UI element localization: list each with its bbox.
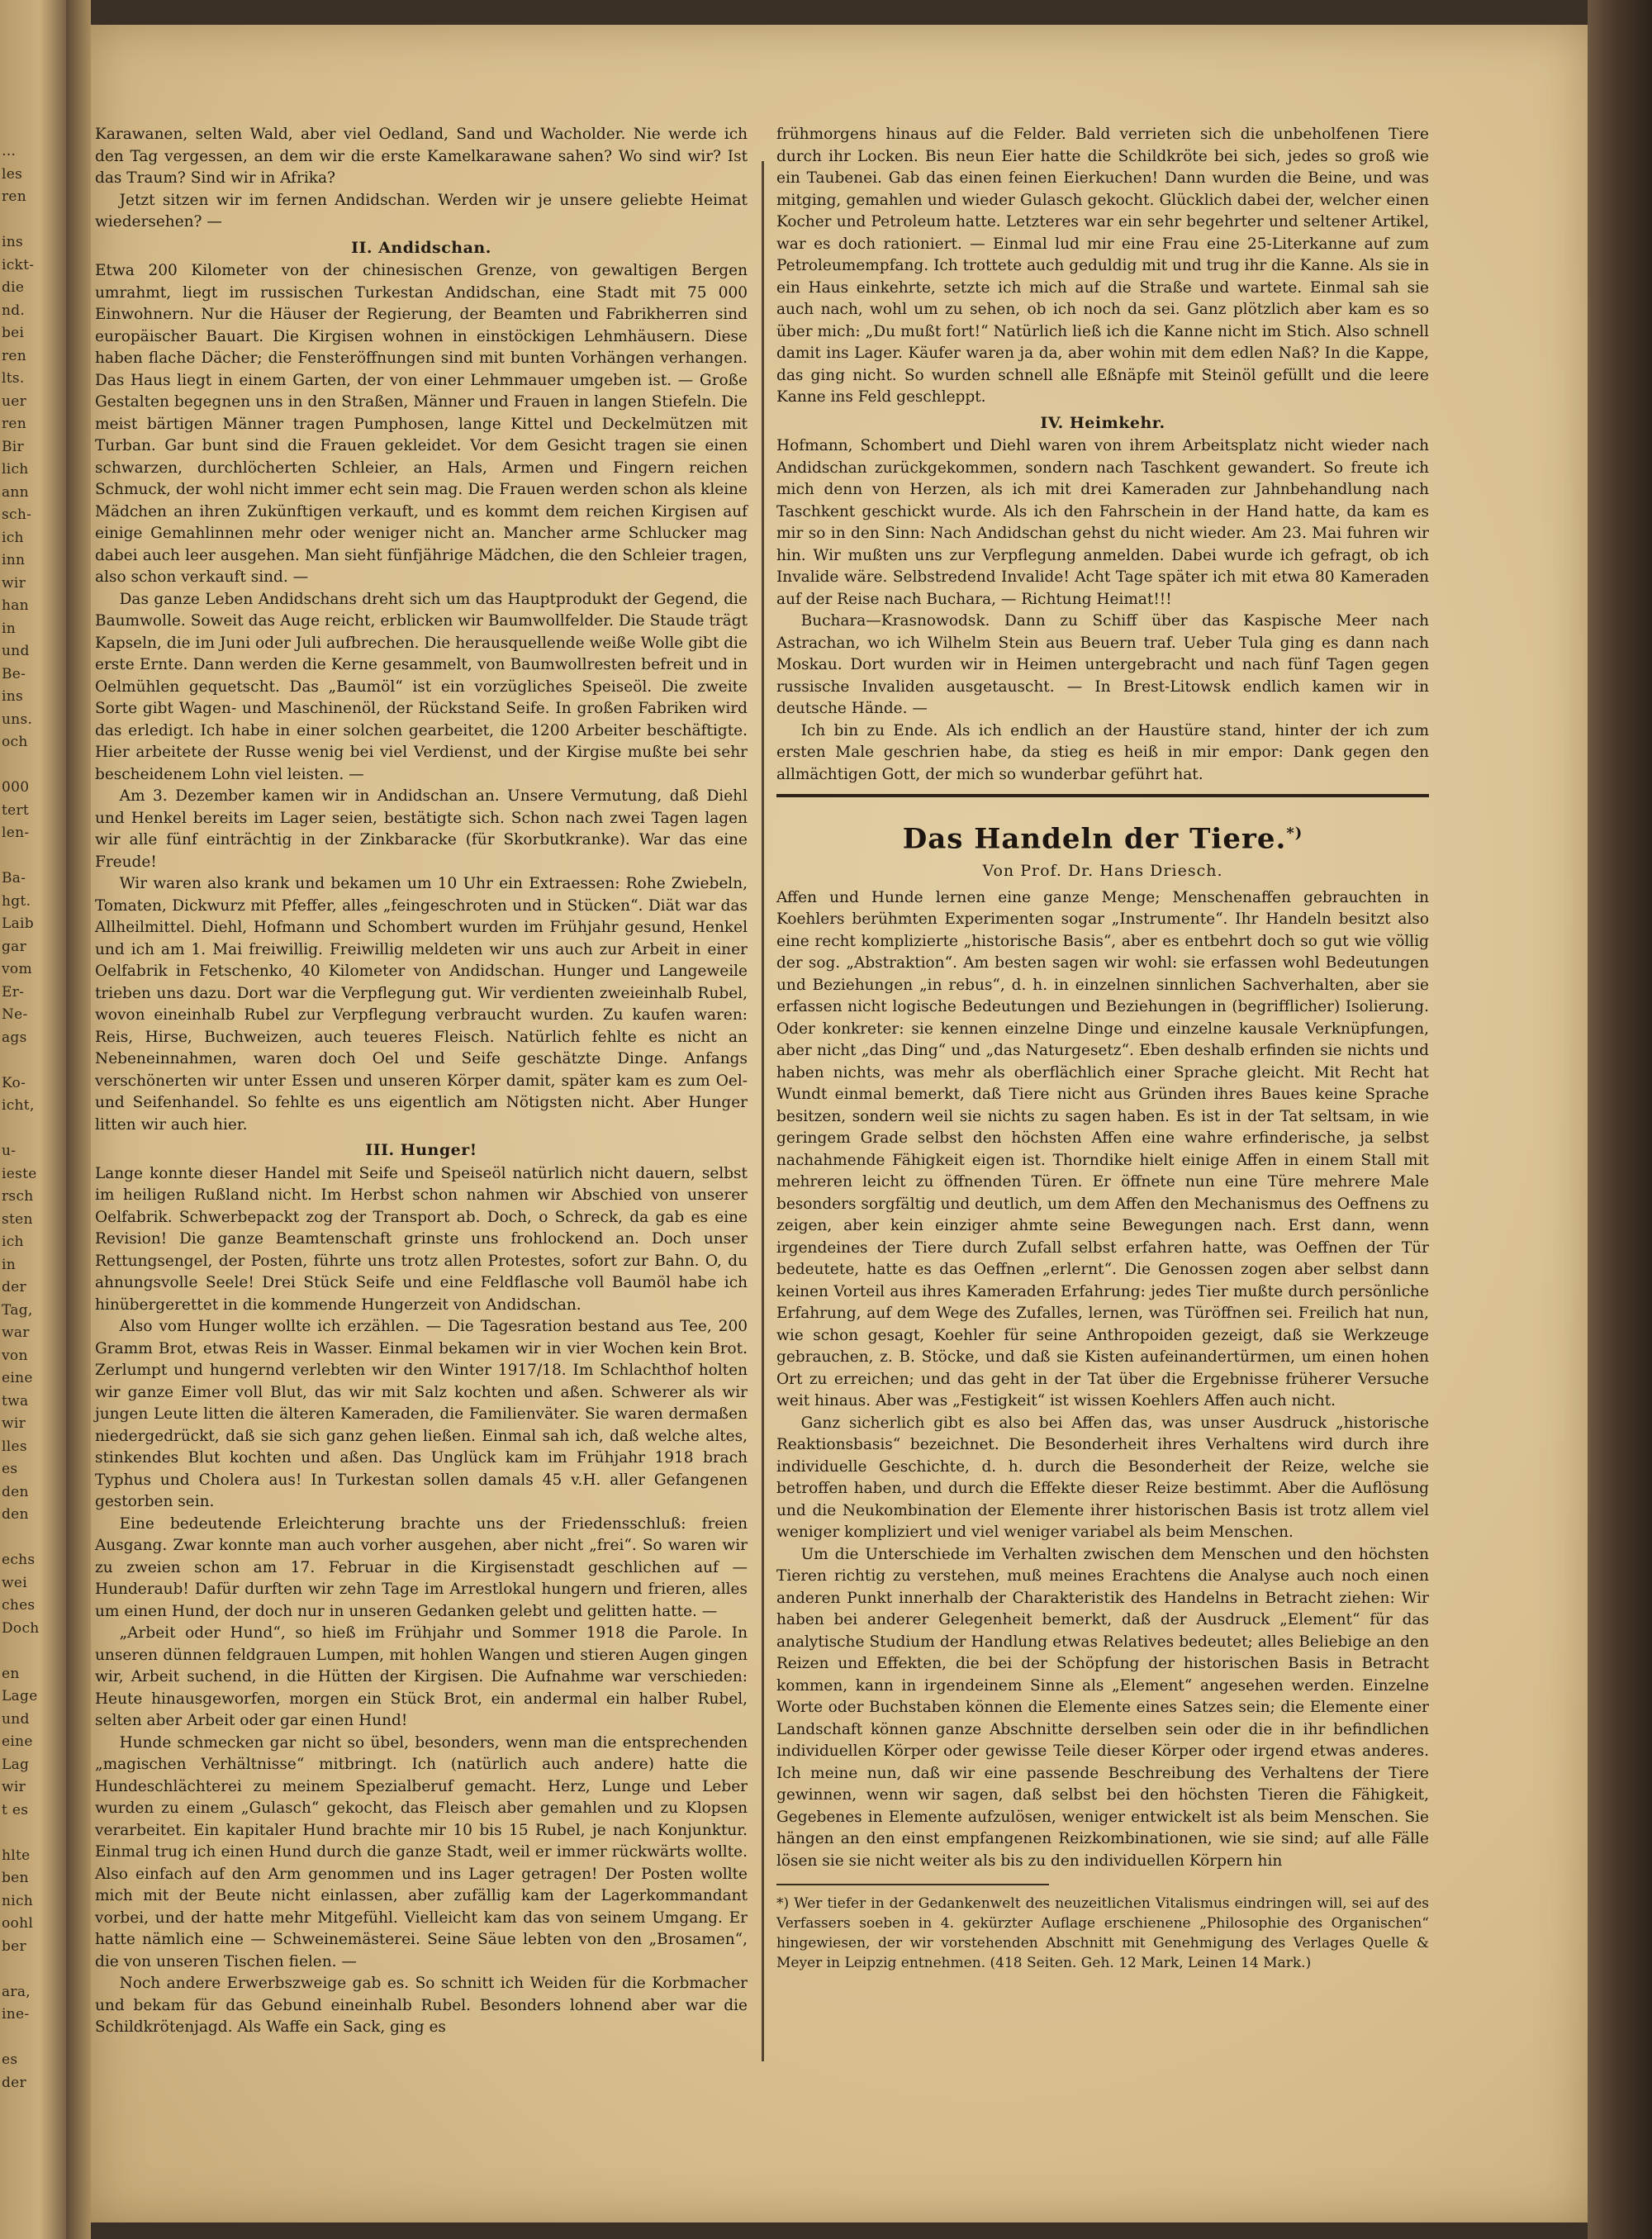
paragraph: Etwa 200 Kilometer von der chinesischen Grenze, von gewaltigen Bergen umrahmt, liegt im russischen Turkestan Andidschan, eine Stadt mit 75 000 Einwohnern. Nur die Häuser der Regierung, der Beamten und Fabrikherren sind europäischer Bauart. Die Kirgisen wohnen in einstöckigen Lehmhäusern. Diese haben flache Dächer; die Fensteröffnungen sind mit bunten Vorhängen verhangen. Das Haus liegt in einem Garten, der von einer Lehmmauer umgeben ist. — Große Gestalten begegnen uns in den Straßen, Männer und Frauen in langen Stiefeln. Die meist bärtigen Männer tragen Pumphosen, lange Kittel und Deckelmützen mit Turban. Gar bunt sind die Frauen gekleidet. Vor dem Gesicht tragen sie einen schwarzen, durchlöcherten Schleier, an Hals, Armen und Fingern reichen Schmuck, der wohl nicht immer echt sein mag. Die Frauen werden schon als kleine Mädchen an ihren Zukünftigen verkauft, und es kommt dem reichen Kirgisen auf einige Gemahlinnen mehr oder weniger nicht an. Mancher arme Schlucker mag dabei auch leer ausgehen. Man sieht fünfjährige Mädchen, die den Schleier tragen, also schon verkauft sind. — <box>95 262 748 586</box>
book-gutter <box>66 0 91 2239</box>
previous-page-fragment: ara, <box>2 1983 31 2000</box>
previous-page-fragment: wir <box>2 574 26 592</box>
previous-page-fragment: eine <box>2 1733 33 1750</box>
previous-page-fragment: der <box>2 1279 26 1295</box>
section-heading: III. Hunger! <box>365 1141 477 1159</box>
article-separator-rule <box>776 794 1429 797</box>
previous-page-fragment: icht, <box>2 1097 35 1114</box>
paragraph: Hofmann, Schombert und Diehl waren von ihrem Arbeitsplatz nicht wieder nach Andidschan zurückgekommen, sondern nach Taschkent gewandert. So freute ich mich denn von Herzen, als ich mit drei Kameraden zur Jahnbehandlung nach Taschkent geschickt wurde. Als ich den Fahrschein in der Hand hatte, da kam es mir so in den Sinn: Nach Andidschan gehst du nicht wieder. Am 23. Mai fuhren wir hin. Wir mußten uns zur Verpflegung anmelden. Dabei wurde ich gefragt, ob ich Invalide wäre. Selbstredend Invalide! Acht Tage später ich mit etwa 80 Kameraden auf der Reise nach Buchara, — Richtung Heimat!!! <box>776 437 1429 608</box>
previous-page-fragment: Tag, <box>2 1301 33 1319</box>
previous-page-fragment: ickt- <box>2 256 35 273</box>
previous-page-fragment: den <box>2 1483 29 1500</box>
previous-page-fragment: wir <box>2 1779 26 1795</box>
previous-page-fragment: in <box>2 620 16 637</box>
previous-page-fragment: und <box>2 1710 30 1728</box>
previous-page-fragment: … <box>2 143 17 159</box>
previous-page-edge <box>0 0 66 2239</box>
previous-page-fragment: der <box>2 2074 26 2091</box>
previous-page-fragment: en <box>2 1665 20 1682</box>
left-column <box>95 124 748 2039</box>
footnote-marker: *) <box>1286 825 1303 842</box>
previous-page-fragment: gar <box>2 938 27 955</box>
paragraph: Wir waren also krank und bekamen um 10 Uhr ein Extraessen: Rohe Zwiebeln, Tomaten, Dickwurz mit Pfeffer, alles „feingeschroten und in Stücken“. Diät war das Allheilmittel. Diehl, Hofmann und Schombert wurden im Frühjahr gesund, Henkel und ich am 1. Mai freiwillig. Freiwillig meldeten wir uns auch zur Arbeit in einer Oelfabrik in Fetschenko, 40 Kilometer von Andidschan. Hunger und Langeweile trieben uns dazu. Dort war die Verpflegung gut. Wir verdienten zweieinhalb Rubel, wovon eineinhalb Rubel zur Verpflegung verbraucht wurden. Zu kaufen waren: Reis, Hirse, Buchweizen, auch teueres Fleisch. Natürlich fehlte es nicht an Nebeneinnahmen, waren doch Oel und Seife geschätzte Dinge. Anfangs verschönerten wir unter Essen und unseren Körper damit, später kam es zum Oel- und Seifenhandel. So fehlte es uns eigentlich am Nötigsten nicht. Aber Hunger litten wir auch hier. <box>95 875 748 1134</box>
previous-page-fragment: och <box>2 734 28 750</box>
previous-page-fragment: ren <box>2 188 27 205</box>
previous-page-fragment: ber <box>2 1937 26 1955</box>
previous-page-fragment: ann <box>2 483 29 501</box>
previous-page-fragment: len- <box>2 825 30 841</box>
column-divider <box>762 161 764 2061</box>
section-heading: IV. Heimkehr. <box>1040 413 1165 432</box>
footnote: *) Wer tiefer in der Gedankenwelt des neuzeitlichen Vitalismus eindringen will, sei auf des Verfassers soeben in 4. gekürzter Auflage erschienene „Philosophie des Organischen“ hingewiesen, der wir vorstehenden Abschnitt mit Genehmigung des Verlages Quelle & Meyer in Leipzig entnehmen. (418 Seiten. Geh. 12 Mark, Leinen 14 Mark.) <box>776 1895 1429 1972</box>
previous-page-fragment: Laib <box>2 915 34 932</box>
previous-page-fragment: Ne- <box>2 1006 28 1023</box>
previous-page-fragment: han <box>2 597 29 614</box>
previous-page-fragment: bei <box>2 325 25 341</box>
paragraph: Affen und Hunde lernen eine ganze Menge; Menschenaffen gebrauchten in Koehlers berühmten Experimenten sogar „Instrumente“. Ihr Handeln besitzt also eine recht komplizierte „historische Basis“, aber es entbehrt doch so gut wie völlig der sog. „Abstraktion“. Am besten sagen wir wohl: sie erfassen wohl Bedeutungen und Beziehungen „in rebus“, d. h. in einzelnen sinnlichen Sachverhalten, aber sie erfassen nicht logische Bedeutungen und Beziehungen in (begrifflicher) Isolierung. Oder konkreter: sie kennen einzelne Dinge und einzelne kausale Verknüpfungen, aber nicht „das Ding“ und „das Naturgesetz“. Eben deshalb erfinden sie nichts und haben nichts, was mehr als oberflächlich einer Sprache gleicht. Mit Recht hat Wundt einmal bemerkt, daß Tiere nicht aus Gründen ihres Baues keine Sprache besitzen, sondern weil sie nichts zu sagen haben. Es ist in der Tat seltsam, in wie geringem Grade selbst den höchsten Affen eine wahre erfinderische, ja selbst nachahmende Fähigkeit eigen ist. Thorndike hielt einige Affen in einem Stall mit mehreren leicht zu öffnenden Türen. Er öffnete nun eine Türe mehrere Male besonders sorgfältig und deutlich, um dem Affen den Mechanismus des Oeffnens zu zeigen, aber kein einziger ahmte seine Bewegungen nach. Erst dann, wenn irgendeines der Tiere durch Zufall selbst erfahren hatte, was Oeffnen der Tür bedeutete, hatte es das Oeffnen „erlernt“. Die Genossen zogen aber selbst dann keinen Vorteil aus ihres Kameraden Erfahrung: jedes Tier mußte durch persönliche Erfahrung, auf dem Wege des Zufalles, lernen, was Türöffnen sei. Freilich hat nun, wie schon gesagt, Koehler für seine Anthropoiden gezeigt, daß sie Werkzeuge gebrauchen, z. B. Stöcke, und daß sie Kisten aufeinandertürmen, um einen hohen Ort zu erreichen; und das geht in der Tat über die Ergebnisse früherer Versuche weit hinaus. Aber was „Festigkeit“ ist wissen Koehlers Affen auch nicht. <box>776 888 1429 1410</box>
footnote-rule <box>776 1884 1049 1885</box>
previous-page-fragment: sch- <box>2 506 32 523</box>
paragraph: „Arbeit oder Hund“, so hieß im Frühjahr und Sommer 1918 die Parole. In unseren dünnen feldgrauen Lumpen, mit hohlen Wangen und stieren Augen gingen wir, Arbeit suchend, in die Hütten der Kirgisen. Die Aufnahme war verschieden: Heute hinausgeworfen, morgen ein Stück Brot, ein andermal ein halber Rubel, selten aber Arbeit oder gar einen Hund! <box>95 1624 748 1729</box>
previous-page-fragment: oohl <box>2 1915 34 1932</box>
right-column <box>776 124 1429 1973</box>
previous-page-fragment: rsch <box>2 1188 34 1205</box>
previous-page-fragment: Be- <box>2 665 26 682</box>
previous-page-fragment: Lage <box>2 1688 38 1704</box>
previous-page-fragment: ine- <box>2 2006 30 2023</box>
previous-page-fragment: eine <box>2 1370 33 1386</box>
previous-page-fragment: hlte <box>2 1847 31 1864</box>
previous-page-fragment: sten <box>2 1210 33 1228</box>
previous-page-fragment: ags <box>2 1029 27 1046</box>
previous-page-fragment: und <box>2 643 30 659</box>
previous-page-fragment: echs <box>2 1552 36 1568</box>
paragraph: Am 3. Dezember kamen wir in Andidschan an. Unsere Vermutung, daß Diehl und Henkel bereits im Lager seien, bestätigte sich. Schon nach zwei Tagen lagen wir alle fünf einträchtig in der Zinkbaracke (für Skorbutkranke). War das eine Freude! <box>95 787 748 871</box>
previous-page-fragment: uns. <box>2 711 33 728</box>
previous-page-fragment: Doch <box>2 1619 40 1637</box>
paragraph: Um die Unterschiede im Verhalten zwischen dem Menschen und den höchsten Tieren richtig zu verstehen, muß meines Erachtens die Analyse auch noch einen anderen Punkt innerhalb der Charakteristik des Handelns in Betracht ziehen: Wir haben bei anderer Gelegenheit bemerkt, daß der Ausdruck „Element“ für das analytische Studium der Handlung etwas Relatives bedeutet; alles Beliebige an den Reizen und Effekten, die bei der Schöpfung der historischen Basis in Betracht kommen, kann in irgendeinem Sinne als „Element“ angesehen werden. Einzelne Worte oder Buchstaben können die Elemente eines Satzes sein; die Elemente einer Landschaft können ganze Abschnitte derselben sein oder die in ihr befindlichen individuellen Körper oder gewisse Teile dieser Körper oder irgend etwas anderes. Ich meine nun, daß wir eine passende Beschreibung des Verhaltens der Tiere gewinnen, wenn wir sagen, daß selbst bei den höchsten Tieren die Fähigkeit, Gegebenes in Elemente aufzulösen, weniger entwickelt ist als beim Menschen. Sie hängen an den einst empfangenen Reizkombinationen, wie sie sind; auf alle Fälle lösen sie sie nicht weiter als bis zu den individuellen Körpern hin <box>776 1545 1429 1870</box>
previous-page-fragment: es <box>2 2051 18 2068</box>
previous-page-fragment: wir <box>2 1415 26 1432</box>
previous-page-fragment: ich <box>2 529 24 546</box>
previous-page-fragment: es <box>2 1461 18 1477</box>
previous-page-fragment: nd. <box>2 302 26 319</box>
previous-page-fragment: in <box>2 1256 16 1273</box>
previous-page-fragment: hgt. <box>2 892 31 910</box>
previous-page-fragment: die <box>2 279 25 296</box>
paragraph: Hunde schmecken gar nicht so übel, besonders, wenn man die entsprechenden „magischen Verhältnisse“ mitbringt. Ich (natürlich auch andere) hatte die Hundeschlächterei zu meinem Spezialberuf gemacht. Herz, Lunge und Leber wurden zu einem „Gulasch“ gekocht, das Fleisch aber gemahlen und zu Klopsen verarbeitet. Ein kapitaler Hund brachte mir 10 bis 15 Rubel, je nach Konjunktur. Einmal trug ich einen Hund durch die ganze Stadt, weil er immer rückwärts wollte. Also einfach auf den Arm genommen und ins Lager getragen! Der Posten wollte mich mit der Beute nicht einlassen, aber zufällig kam der Lagerkommandant vorbei, und der hatte mehr Mitgefühl. Vielleicht kam das von seinem Umgang. Er hatte nämlich eine — Schweinemästerei. Seine Säue lebten von den „Brosamen“, die von unseren Tischen fielen. — <box>95 1733 748 1970</box>
previous-page-fragment: t es <box>2 1801 29 1818</box>
previous-page-fragment: les <box>2 165 23 183</box>
paragraph: Noch andere Erwerbszweige gab es. So schnitt ich Weiden für die Korbmacher und bekam für das Gebund eineinhalb Rubel. Besonders lohnend aber war die Schildkrötenjagd. Als Waffe ein Sack, ging es <box>95 1975 748 2036</box>
previous-page-fragment: u- <box>2 1143 17 1159</box>
previous-page-fragment: inn <box>2 552 26 568</box>
article-title-text: Das Handeln der Tiere. <box>902 822 1287 856</box>
section-heading: II. Andidschan. <box>351 238 491 257</box>
previous-page-fragment: wei <box>2 1574 27 1591</box>
previous-page-fragment: ches <box>2 1597 36 1614</box>
previous-page-fragment: ins <box>2 234 24 250</box>
previous-page-fragment: 000 <box>2 779 30 796</box>
paragraph: Jetzt sitzen wir im fernen Andidschan. Werden wir je unsere geliebte Heimat wiedersehen? — <box>95 191 748 231</box>
previous-page-fragment: lich <box>2 461 29 478</box>
previous-page-fragment: ren <box>2 416 27 432</box>
previous-page-fragment: ich <box>2 1234 24 1250</box>
previous-page-fragment: ren <box>2 347 27 364</box>
previous-page-fragment: twa <box>2 1392 29 1409</box>
paragraph: Also vom Hunger wollte ich erzählen. — Die Tagesration bestand aus Tee, 200 Gramm Brot, etwas Reis in Wasser. Einmal bekamen wir in vier Wochen kein Brot. Zerlumpt und hungernd verlebten wir den Winter 1917/18. Im Schlachthof holten wir ganze Eimer voll Blut, das wir mit Salz kochten und aßen. Schwerer als wir jungen Leute litten die älteren Kameraden, die Familienväter. Sie waren dermaßen niedergedrückt, daß sie sich ganz gehen ließen. Einmal sah ich, daß welche altes, stinkendes Blut kochten und aßen. Das Unglück kam im Frühjahr 1918 brach Typhus und Cholera aus! In Turkestan sollen damals 45 v.H. aller Gefangenen gestorben sein. <box>95 1318 748 1510</box>
previous-page-fragment: vom <box>2 961 32 977</box>
paragraph: Eine bedeutende Erleichterung brachte uns der Friedensschluß: freien Ausgang. Zwar konnte man auch vorher ausgehen, aber nicht „frei“. So waren wir zu zweien schon am 17. Februar in die Kirgisenstadt geschlichen auf — Hunderaub! Dafür durften wir zehn Tage im Arrestlokal hungern und frieren, alles um einen Hund, der doch nur in unseren Gedanken gelebt und gelitten hatte. — <box>95 1514 748 1620</box>
paragraph: Karawanen, selten Wald, aber viel Oedland, Sand und Wacholder. Nie werde ich den Tag vergessen, an dem wir die erste Kamelkarawane sahen? Wo sind wir? Ist das Traum? Sind wir in Afrika? <box>95 126 748 187</box>
previous-page-fragment: ieste <box>2 1165 37 1182</box>
paragraph: frühmorgens hinaus auf die Felder. Bald verrieten sich die unbeholfenen Tiere durch ihr Locken. Bis neun Eier hatte die Schildkröte bei sich, jedes so groß wie ein Taubenei. Gab das einen feinen Eierkuchen! Dann wurden die Beine, und was mitging, gemahlen und wieder Gulasch gekocht. Glücklich dabei der, welcher einen Kocher und Petroleum hatte. Letzteres war ein sehr begehrter und seltener Artikel, war es doch rationiert. — Einmal lud mir eine Frau eine 25-Literkanne auf zum Petroleumempfang. Ich trottete auch geduldig mit und trug ihr die Kanne. Als sie in ein Haus einkehrte, setzte ich mich auf die Straße und wartete. Einmal sah sie auch nach, wohl um zu sehen, ob ich noch da sei. Ganz plötzlich aber kam es so über mich: „Du mußt fort!“ Natürlich ließ ich die Kanne nicht im Stich. Also schnell damit ins Lager. Käufer waren ja da, aber wohin mit dem edlen Naß? In die Kappe, das ging nicht. So wurden schnell alle Eßnäpfe mit Steinöl gefüllt und die leere Kanne ins Feld geschleppt. <box>776 126 1429 406</box>
paragraph: Lange konnte dieser Handel mit Seife und Speiseöl natürlich nicht dauern, selbst im heiligen Rußland nicht. Im Herbst schon nahmen wir Abschied von unserer Oelfabrik. Schwerbepackt zog der Transport ab. Doch, o Schreck, da gab es eine Revision! Die ganze Beamtenschaft grinste uns frohlockend an. Doch unser Rettungsengel, der Posten, führte uns trotz allen Protestes, sofort zur Bahn. O, du ahnungsvolle Seele! Drei Stück Seife und eine Feldflasche voll Baumöl habe ich hinübergerettet in die kommende Hungerzeit von Andidschan. <box>95 1164 748 1314</box>
article-byline: Von Prof. Dr. Hans Driesch. <box>982 862 1223 881</box>
previous-page-fragment: lts. <box>2 370 25 387</box>
previous-page-fragment: Er- <box>2 983 25 1001</box>
previous-page-fragment: tert <box>2 801 30 819</box>
previous-page-fragment: ben <box>2 1870 29 1886</box>
article-title <box>776 815 1429 857</box>
previous-page-fragment: Ko- <box>2 1074 26 1091</box>
paragraph: Buchara—Krasnowodsk. Dann zu Schiff über das Kaspische Meer nach Astrachan, wo ich Wilhelm Stein aus Beuern traf. Ueber Tula ging es dann nach Moskau. Dort wurden wir in Heimen untergebracht und nach fünf Tagen gegen russische Invaliden ausgetauscht. — In Brest-Litowsk endlich kamen wir in deutsche Hände. — <box>776 612 1429 717</box>
previous-page-fragment: lles <box>2 1438 27 1455</box>
previous-page-fragment: nich <box>2 1892 34 1909</box>
previous-page-fragment: Lag <box>2 1756 30 1773</box>
previous-page-fragment: Bir <box>2 438 24 455</box>
previous-page-fragment: uer <box>2 392 27 410</box>
previous-page-fragment: war <box>2 1324 30 1341</box>
previous-page-fragment: den <box>2 1506 29 1523</box>
paragraph: Ganz sicherlich gibt es also bei Affen das, was unser Ausdruck „historische Reaktionsbasis“ bezeichnet. Die Besonderheit ihres Verhaltens wird durch ihre individuelle Geschichte, d. h. durch die Besonderheit der Reize, welche sie betroffen haben, und durch die Effekte dieser Reize bestimmt. Aber die Auflösung und die Neukombination der Elemente ihrer historischen Basis ist trotz allem viel weniger kompliziert und viel weniger variabel als beim Menschen. <box>776 1414 1429 1542</box>
previous-page-fragment: von <box>2 1347 28 1364</box>
paragraph: Das ganze Leben Andidschans dreht sich um das Hauptprodukt der Gegend, die Baumwolle. Soweit das Auge reicht, erblicken wir Baumwollfelder. Die Staude trägt Kapseln, die im Juni oder Juli aufbrechen. Die herausquellende weiße Wolle gibt die erste Ernte. Dann werden die Kerne gesammelt, von Baumwollresten befreit und in Oelmühlen gequetscht. Das „Baumöl“ ist ein vorzügliches Speiseöl. Die zweite Sorte gibt Wagen- und Maschinenöl, der Rückstand Seife. In großen Fabriken wird das erledigt. Ich habe in einer solchen gearbeitet, die 1200 Arbeiter beschäftigte. Hier arbeitete der Russe wenig bei viel Verdienst, und der Kirgise mußte bei sehr bescheidenem Lohn viel leisten. — <box>95 590 748 783</box>
previous-page-fragment: Ba- <box>2 870 26 887</box>
paragraph: Ich bin zu Ende. Als ich endlich an der Haustüre stand, hinter der ich zum ersten Male geschrien habe, da stieg es heiß in mir empor: Dank gegen den allmächtigen Gott, der mich so wunderbar geführt hat. <box>776 721 1429 783</box>
previous-page-fragment: ins <box>2 688 24 705</box>
book-binding <box>1588 0 1652 2239</box>
